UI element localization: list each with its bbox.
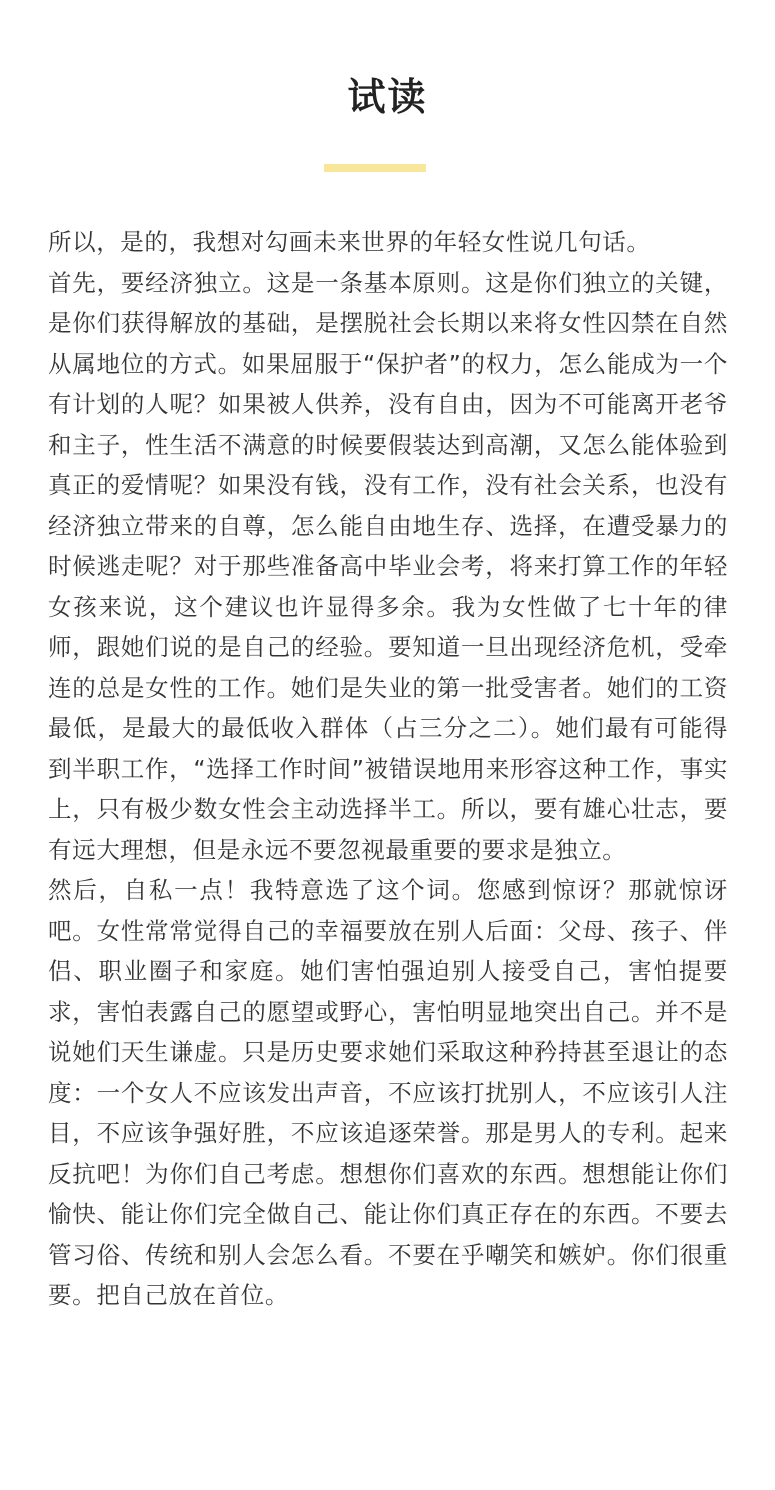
article-body: [48, 222, 728, 1316]
paragraph-economic-independence: 首先，要经济独立。这是一条基本原则。这是你们独立的关键，是你们获得解放的基础，是摆脱社会长期以来将女性囚禁在自然从属地位的方式。如果屈服于“保护者”的权力，怎么能成为一个有计划的人呢？如果被人供养，没有自由，因为不可能离开老爷和主子，性生活不满意的时候要假装达到高潮，又怎么能体验到真正的爱情呢？如果没有钱，没有工作，没有社会关系，也没有经济独立带来的自尊，怎么能自由地生存、选择，在遭受暴力的时候逃走呢？对于那些准备高中毕业会考，将来打算工作的年轻女孩来说，这个建议也许显得多余。我为女性做了七十年的律师，跟她们说的是自己的经验。要知道一旦出现经济危机，受牵连的总是女性的工作。她们是失业的第一批受害者。她们的工资最低，是最大的最低收入群体（占三分之二）。她们最有可能得到半职工作，“选择工作时间”被错误地用来形容这种工作，事实上，只有极少数女性会主动选择半工。所以，要有雄心壮志，要有远大理想，但是永远不要忽视最重要的要求是独立。: [48, 268, 728, 864]
paragraph-intro: 所以，是的，我想对勾画未来世界的年轻女性说几句话。: [48, 228, 651, 256]
paragraph-be-selfish: 然后，自私一点！我特意选了这个词。您感到惊讶？那就惊讶吧。女性常常觉得自己的幸福要放在别人后面：父母、孩子、伴侣、职业圈子和家庭。她们害怕强迫别人接受自己，害怕提要求，害怕表露自己的愿望或野心，害怕明显地突出自己。并不是说她们天生谦虚。只是历史要求她们采取这种矜持甚至退让的态度：一个女人不应该发出声音，不应该打扰别人，不应该引人注目，不应该争强好胜，不应该追逐荣誉。那是男人的专利。起来反抗吧！为你们自己考虑。想想你们喜欢的东西。想想能让你们愉快、能让你们完全做自己、能让你们真正存在的东西。不要去管习俗、传统和别人会怎么看。不要在乎嘲笑和嫉妒。你们很重要。把自己放在首位。: [48, 876, 728, 1309]
page-title: 试读: [347, 75, 428, 119]
title-underline-accent: [324, 164, 426, 172]
